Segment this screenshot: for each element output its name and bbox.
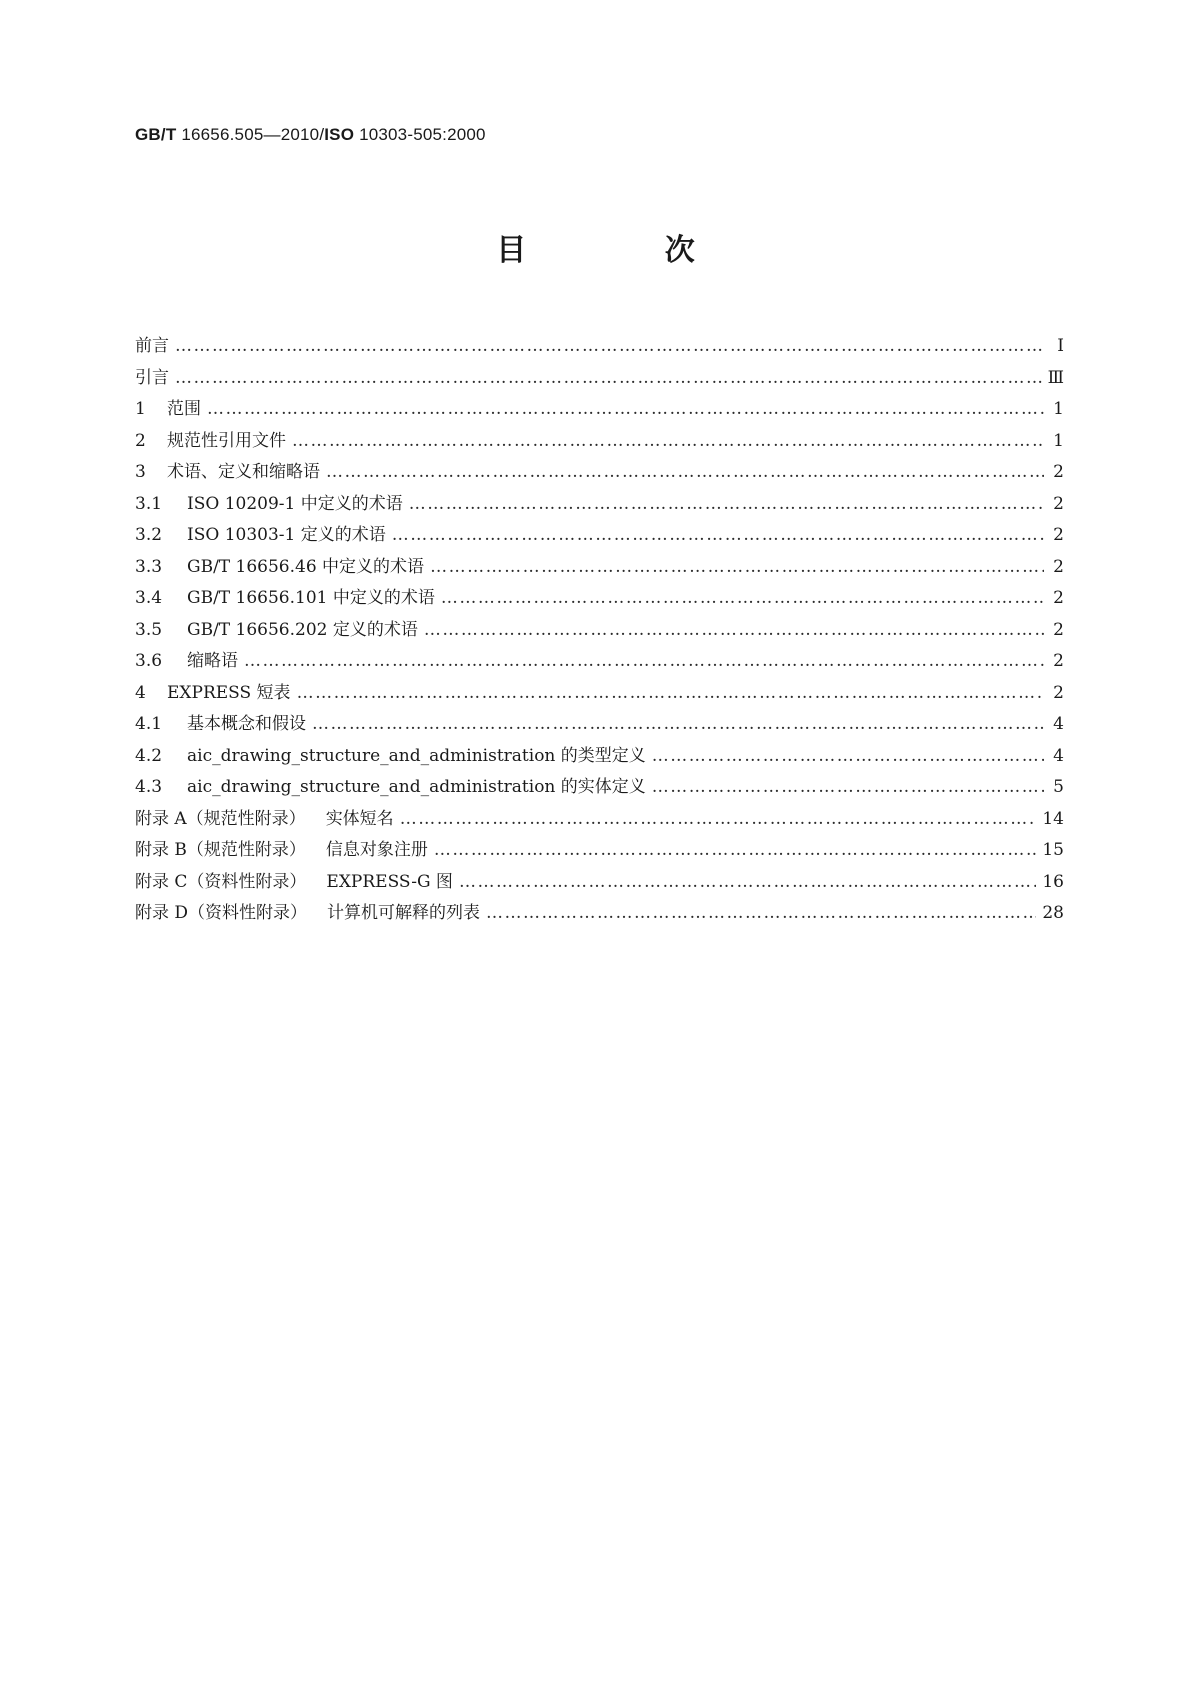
toc-leader xyxy=(392,525,1044,545)
iso-prefix: ISO xyxy=(324,125,355,144)
toc-entry-3-2[interactable] xyxy=(135,520,1064,552)
toc-entry-4-1[interactable] xyxy=(135,709,1064,741)
toc-entry-3[interactable] xyxy=(135,457,1064,489)
toc-leader xyxy=(207,399,1044,419)
toc-entry-page: 1 xyxy=(1053,399,1064,419)
toc-entry-3-6[interactable] xyxy=(135,646,1064,678)
toc-entry-label xyxy=(135,867,453,892)
toc-entry-annex-a[interactable] xyxy=(135,804,1064,836)
toc-entry-number: 3.4 xyxy=(135,588,163,608)
toc-entry-page: 14 xyxy=(1042,808,1064,829)
toc-entry-number: 3.3 xyxy=(135,556,163,577)
toc-entry-label: 基本概念和假设 xyxy=(187,714,306,734)
toc-annex-designation: 附录 B（规范性附录） xyxy=(135,840,306,860)
toc-entry-page: 4 xyxy=(1053,714,1064,734)
toc-entry-label: EXPRESS 短表 xyxy=(167,682,291,703)
toc-entry-page: 2 xyxy=(1053,493,1064,514)
toc-annex-title: EXPRESS-G 图 xyxy=(326,871,453,892)
toc-entry-4[interactable] xyxy=(135,678,1064,710)
toc-entry-page: 5 xyxy=(1053,777,1064,797)
toc-entry-3-4[interactable] xyxy=(135,583,1064,615)
toc-entry-label: ISO 10209-1 中定义的术语 xyxy=(187,493,403,514)
toc-entry-3-1[interactable] xyxy=(135,489,1064,521)
iso-number: 10303-505:2000 xyxy=(354,125,486,144)
toc-leader xyxy=(244,651,1044,671)
toc-entry-page: 4 xyxy=(1053,745,1064,766)
toc-leader xyxy=(441,588,1044,608)
toc-entry-label: 引言 xyxy=(135,367,169,388)
toc-entry-page: 15 xyxy=(1042,840,1064,860)
standard-header xyxy=(135,125,486,145)
toc-entry-number: 2 xyxy=(135,430,146,451)
toc-entry-number: 3.1 xyxy=(135,493,163,514)
toc-annex-title: 实体短名 xyxy=(325,808,394,829)
toc-entry-page: Ⅰ xyxy=(1057,336,1064,356)
toc-entry-label xyxy=(135,804,394,829)
toc-entry-label: 缩略语 xyxy=(187,651,238,671)
toc-entry-number: 4 xyxy=(135,682,146,703)
toc-entry-label: GB/T 16656.101 中定义的术语 xyxy=(187,588,435,608)
toc-entry-page: 2 xyxy=(1053,651,1064,671)
toc-entry-introduction[interactable] xyxy=(135,363,1064,395)
toc-leader xyxy=(326,462,1044,482)
toc-entry-4-2[interactable] xyxy=(135,741,1064,773)
toc-entry-label xyxy=(135,898,480,923)
page-title: 目 次 xyxy=(496,233,759,268)
toc-entry-number: 3 xyxy=(135,462,146,482)
toc-entry-number: 3.2 xyxy=(135,525,163,545)
toc-entry-page: 28 xyxy=(1042,903,1064,923)
toc-entry-page: 2 xyxy=(1053,682,1064,703)
toc-entry-label: GB/T 16656.46 中定义的术语 xyxy=(187,556,425,577)
toc-annex-designation: 附录 C（资料性附录） xyxy=(135,871,307,892)
toc-leader xyxy=(297,683,1044,703)
toc-entry-3-3[interactable] xyxy=(135,552,1064,584)
toc-leader xyxy=(292,431,1044,451)
toc-annex-title: 信息对象注册 xyxy=(325,840,428,860)
toc-entry-label xyxy=(135,835,428,860)
toc-leader xyxy=(486,903,1036,923)
toc-annex-title: 计算机可解释的列表 xyxy=(327,903,481,923)
toc-leader xyxy=(175,336,1044,356)
toc-leader xyxy=(400,809,1037,829)
toc-entry-label: aic_drawing_structure_and_administration 的类型定义 xyxy=(187,745,646,766)
toc-leader xyxy=(434,840,1036,860)
toc-leader xyxy=(424,620,1044,640)
toc-entry-number: 4.1 xyxy=(135,714,163,734)
toc-entry-annex-c[interactable] xyxy=(135,867,1064,899)
toc-entry-3-5[interactable] xyxy=(135,615,1064,647)
toc-leader xyxy=(652,777,1044,797)
toc-entry-page: 2 xyxy=(1053,462,1064,482)
toc-entry-page: 2 xyxy=(1053,556,1064,577)
toc-entry-number: 4.2 xyxy=(135,745,163,766)
toc-entry-4-3[interactable] xyxy=(135,772,1064,804)
toc-leader xyxy=(175,368,1042,388)
toc-entry-1[interactable] xyxy=(135,394,1064,426)
toc-entry-label: GB/T 16656.202 定义的术语 xyxy=(187,619,418,640)
toc-entry-number: 4.3 xyxy=(135,777,163,797)
standard-number: 16656.505—2010/ xyxy=(176,125,325,144)
toc-entry-number: 3.6 xyxy=(135,651,163,671)
toc-entry-label: 范围 xyxy=(167,399,201,419)
toc-entry-label: ISO 10303-1 定义的术语 xyxy=(187,525,386,545)
toc-entry-page: 2 xyxy=(1053,525,1064,545)
toc-leader xyxy=(409,494,1044,514)
toc-entry-page: 16 xyxy=(1042,871,1064,892)
toc-leader xyxy=(459,872,1036,892)
toc-annex-designation: 附录 D（资料性附录） xyxy=(135,903,308,923)
toc-entry-label: aic_drawing_structure_and_administration 的实体定义 xyxy=(187,777,646,797)
toc-entry-page: 2 xyxy=(1053,588,1064,608)
toc-entry-number: 3.5 xyxy=(135,619,163,640)
toc-entry-label: 术语、定义和缩略语 xyxy=(167,462,320,482)
toc-entry-label: 前言 xyxy=(135,336,169,356)
toc-entry-number: 1 xyxy=(135,399,146,419)
toc-entry-label: 规范性引用文件 xyxy=(167,430,286,451)
toc-entry-annex-d[interactable] xyxy=(135,898,1064,930)
toc-annex-designation: 附录 A（规范性附录） xyxy=(135,808,306,829)
toc-entry-2[interactable] xyxy=(135,426,1064,458)
standard-prefix: GB/T xyxy=(135,125,177,144)
toc-leader xyxy=(312,714,1044,734)
toc-leader xyxy=(430,557,1044,577)
toc-leader xyxy=(652,746,1044,766)
toc-entry-page: Ⅲ xyxy=(1047,367,1064,388)
table-of-contents xyxy=(135,331,1064,930)
toc-entry-page: 2 xyxy=(1053,619,1064,640)
toc-entry-annex-b[interactable] xyxy=(135,835,1064,867)
toc-entry-page: 1 xyxy=(1053,430,1064,451)
toc-entry-foreword[interactable] xyxy=(135,331,1064,363)
